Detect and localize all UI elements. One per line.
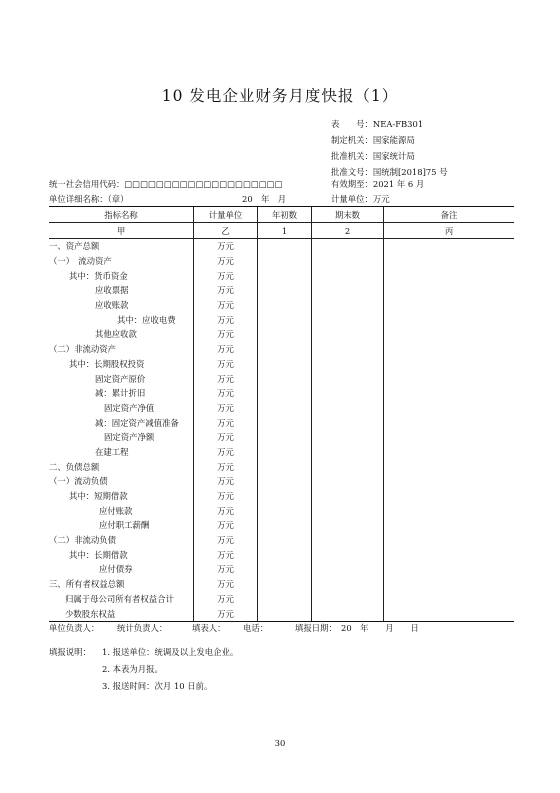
period-end-cell[interactable]	[312, 327, 384, 342]
table-row	[49, 268, 514, 283]
remarks-cell[interactable]	[384, 474, 514, 489]
indicator-name: 其中：长期股权投资	[49, 357, 194, 372]
stat-head-label: 统计负责人：	[117, 623, 168, 633]
year-start-cell[interactable]	[258, 503, 312, 518]
period-end-cell[interactable]	[312, 547, 384, 562]
indicator-name: （一） 流动资产	[49, 254, 194, 269]
period-end-cell[interactable]	[312, 386, 384, 401]
unit-measure: 计量单位：万元	[331, 194, 390, 204]
table-row	[49, 592, 514, 607]
meta-label: 批准机关：	[331, 151, 373, 161]
year-start-cell[interactable]	[258, 401, 312, 416]
period-end-cell[interactable]	[312, 371, 384, 386]
table-row	[49, 474, 514, 489]
table-row	[49, 239, 514, 254]
table-row	[49, 489, 514, 504]
unit-cell: 万元	[194, 357, 258, 372]
period-end-cell[interactable]	[312, 474, 384, 489]
table-row	[49, 342, 514, 357]
year-start-cell[interactable]	[258, 371, 312, 386]
indicator-name: 其中：应收电费	[49, 312, 194, 327]
year-start-cell[interactable]	[258, 547, 312, 562]
year-start-cell[interactable]	[258, 327, 312, 342]
year-start-cell[interactable]	[258, 357, 312, 372]
valid-until: 有效期至：2021 年 6 月	[331, 179, 425, 189]
indicator-name: 应付职工薪酬	[49, 518, 194, 533]
unit-cell: 万元	[194, 283, 258, 298]
table-row	[49, 254, 514, 269]
unit-cell: 万元	[194, 503, 258, 518]
indicator-name: （二）非流动资产	[49, 342, 194, 357]
unit-cell: 万元	[194, 445, 258, 460]
year-start-cell[interactable]	[258, 239, 312, 254]
table-row	[49, 312, 514, 327]
unit-cell: 万元	[194, 489, 258, 504]
period-end-cell[interactable]	[312, 254, 384, 269]
remarks-cell[interactable]	[384, 371, 514, 386]
table-row	[49, 533, 514, 548]
meta-row	[331, 116, 448, 132]
fill-date-label: 填报日期： 20 年 月 日	[295, 623, 419, 633]
header-indicator: 指标名称	[49, 207, 194, 222]
indicator-name: （一）流动负债	[49, 474, 194, 489]
year-start-cell[interactable]	[258, 518, 312, 533]
remarks-cell[interactable]	[384, 577, 514, 592]
indicator-name: 减：固定资产减值准备	[49, 415, 194, 430]
period-end-cell[interactable]	[312, 401, 384, 416]
year-start-cell[interactable]	[258, 430, 312, 445]
remarks-cell[interactable]	[384, 312, 514, 327]
table-row	[49, 503, 514, 518]
report-table	[49, 206, 514, 622]
unit-cell: 万元	[194, 518, 258, 533]
unit-name: 单位详细名称：（章）	[49, 194, 129, 204]
header-unit: 计量单位	[194, 207, 258, 222]
unit-cell: 万元	[194, 327, 258, 342]
table-row	[49, 606, 514, 621]
page-number: 30	[274, 738, 286, 748]
remarks-cell[interactable]	[384, 489, 514, 504]
unit-cell: 万元	[194, 547, 258, 562]
remarks-cell[interactable]	[384, 518, 514, 533]
unit-cell: 万元	[194, 592, 258, 607]
period-end-cell[interactable]	[312, 298, 384, 313]
table-row	[49, 357, 514, 372]
year-start-cell[interactable]	[258, 268, 312, 283]
report-title: 10 发电企业财务月度快报（1）	[161, 87, 399, 105]
period-end-cell[interactable]	[312, 459, 384, 474]
year-start-cell[interactable]	[258, 386, 312, 401]
indicator-name: 其中：短期借款	[49, 489, 194, 504]
indicator-name: 固定资产原价	[49, 371, 194, 386]
indicator-name: 三、所有者权益总额	[49, 577, 194, 592]
unit-cell: 万元	[194, 254, 258, 269]
remarks-cell[interactable]	[384, 386, 514, 401]
code-year-start: 1	[258, 223, 312, 238]
unit-cell: 万元	[194, 415, 258, 430]
meta-row	[331, 148, 448, 164]
indicator-name: 一、资产总额	[49, 239, 194, 254]
phone-label: 电话：	[243, 623, 269, 633]
remarks-cell[interactable]	[384, 547, 514, 562]
unit-cell: 万元	[194, 312, 258, 327]
indicator-name: 少数股东权益	[49, 606, 194, 621]
meta-value: 国家能源局	[372, 135, 415, 145]
unit-cell: 万元	[194, 268, 258, 283]
table-row	[49, 562, 514, 577]
period-end-cell[interactable]	[312, 342, 384, 357]
credit-code: 统一社会信用代码：□□□□□□□□□□□□□□□□□□□□	[49, 179, 283, 189]
indicator-name: （二）非流动负债	[49, 533, 194, 548]
meta-block	[331, 116, 448, 180]
indicator-name: 减：累计折旧	[49, 386, 194, 401]
unit-cell: 万元	[194, 430, 258, 445]
indicator-name: 应收票据	[49, 283, 194, 298]
table-row	[49, 445, 514, 460]
meta-value: 国统制[2018]75 号	[372, 167, 448, 177]
remarks-cell[interactable]	[384, 562, 514, 577]
meta-label: 批准文号：	[331, 167, 373, 177]
remarks-cell[interactable]	[384, 239, 514, 254]
table-code-row	[49, 223, 514, 239]
indicator-name: 固定资产净值	[49, 401, 194, 416]
period-end-cell[interactable]	[312, 577, 384, 592]
code-indicator: 甲	[49, 223, 194, 238]
indicator-name: 其他应收款	[49, 327, 194, 342]
indicator-name: 其中：货币资金	[49, 268, 194, 283]
meta-label: 制定机关：	[331, 135, 373, 145]
unit-cell: 万元	[194, 533, 258, 548]
remarks-cell[interactable]	[384, 342, 514, 357]
period-end-cell[interactable]	[312, 430, 384, 445]
unit-cell: 万元	[194, 474, 258, 489]
period-end-cell[interactable]	[312, 268, 384, 283]
unit-cell: 万元	[194, 298, 258, 313]
year-start-cell[interactable]	[258, 254, 312, 269]
period-end-cell[interactable]	[312, 357, 384, 372]
unit-cell: 万元	[194, 459, 258, 474]
period-end-cell[interactable]	[312, 518, 384, 533]
remarks-cell[interactable]	[384, 327, 514, 342]
code-remarks: 丙	[444, 225, 454, 236]
year-start-cell[interactable]	[258, 606, 312, 621]
table-row	[49, 518, 514, 533]
year-start-cell[interactable]	[258, 445, 312, 460]
filler-label: 填表人：	[192, 623, 226, 633]
period-end-cell[interactable]	[312, 606, 384, 621]
code-period-end: 2	[312, 223, 384, 238]
period-end-cell[interactable]	[312, 312, 384, 327]
unit-cell: 万元	[194, 371, 258, 386]
remarks-cell[interactable]	[384, 430, 514, 445]
unit-head-label: 单位负责人：	[49, 623, 100, 633]
code-unit: 乙	[194, 223, 258, 238]
meta-value: 国家统计局	[372, 151, 415, 161]
report-period: 20 年 月	[242, 194, 287, 204]
year-start-cell[interactable]	[258, 489, 312, 504]
table-body	[49, 239, 514, 621]
table-row	[49, 327, 514, 342]
remarks-cell[interactable]	[384, 283, 514, 298]
year-start-cell[interactable]	[258, 592, 312, 607]
period-end-cell[interactable]	[312, 562, 384, 577]
remarks-cell[interactable]	[384, 298, 514, 313]
year-start-cell[interactable]	[258, 562, 312, 577]
unit-cell: 万元	[194, 577, 258, 592]
period-end-cell[interactable]	[312, 489, 384, 504]
remarks-cell[interactable]	[384, 401, 514, 416]
header-period-end: 期末数	[312, 207, 384, 222]
meta-label: 表 号：	[331, 119, 373, 129]
remarks-cell[interactable]	[384, 254, 514, 269]
indicator-name: 在建工程	[49, 445, 194, 460]
notes-label: 填报说明：	[49, 647, 91, 657]
indicator-name: 应付账款	[49, 503, 194, 518]
year-start-cell[interactable]	[258, 312, 312, 327]
indicator-name: 其中：长期借款	[49, 547, 194, 562]
meta-row	[331, 132, 448, 148]
table-row	[49, 386, 514, 401]
indicator-name: 应付债券	[49, 562, 194, 577]
year-start-cell[interactable]	[258, 577, 312, 592]
period-end-cell[interactable]	[312, 592, 384, 607]
table-row	[49, 371, 514, 386]
year-start-cell[interactable]	[258, 459, 312, 474]
note-item: 3. 报送时间：次月 10 日前。	[102, 681, 213, 691]
note-item: 2. 本表为月报。	[102, 664, 163, 674]
period-end-cell[interactable]	[312, 445, 384, 460]
unit-cell: 万元	[194, 562, 258, 577]
period-end-cell[interactable]	[312, 503, 384, 518]
indicator-name: 应收账款	[49, 298, 194, 313]
unit-cell: 万元	[194, 342, 258, 357]
remarks-cell[interactable]	[384, 357, 514, 372]
note-item: 1. 报送单位：统调及以上发电企业。	[102, 647, 239, 657]
period-end-cell[interactable]	[312, 239, 384, 254]
indicator-name: 固定资产净额	[49, 430, 194, 445]
remarks-cell[interactable]	[384, 268, 514, 283]
period-end-cell[interactable]	[312, 283, 384, 298]
year-start-cell[interactable]	[258, 474, 312, 489]
table-row	[49, 283, 514, 298]
unit-cell: 万元	[194, 401, 258, 416]
table-row	[49, 415, 514, 430]
remarks-cell[interactable]	[384, 592, 514, 607]
header-remarks: 备注	[440, 209, 458, 220]
year-start-cell[interactable]	[258, 283, 312, 298]
period-end-cell[interactable]	[312, 415, 384, 430]
year-start-cell[interactable]	[258, 415, 312, 430]
table-header-row	[49, 207, 514, 223]
header-year-start: 年初数	[258, 207, 312, 222]
meta-value: NEA-FB301	[372, 119, 424, 129]
remarks-cell[interactable]	[384, 606, 514, 621]
table-row	[49, 298, 514, 313]
remarks-cell[interactable]	[384, 445, 514, 460]
remarks-cell[interactable]	[384, 415, 514, 430]
remarks-cell[interactable]	[384, 503, 514, 518]
year-start-cell[interactable]	[258, 298, 312, 313]
table-row	[49, 430, 514, 445]
unit-cell: 万元	[194, 239, 258, 254]
table-row	[49, 401, 514, 416]
year-start-cell[interactable]	[258, 342, 312, 357]
unit-cell: 万元	[194, 606, 258, 621]
table-row	[49, 547, 514, 562]
unit-cell: 万元	[194, 386, 258, 401]
table-row	[49, 459, 514, 474]
remarks-cell[interactable]	[384, 459, 514, 474]
indicator-name: 二、负债总额	[49, 459, 194, 474]
remarks-cell[interactable]	[384, 533, 514, 548]
year-start-cell[interactable]	[258, 533, 312, 548]
period-end-cell[interactable]	[312, 533, 384, 548]
indicator-name: 归属于母公司所有者权益合计	[49, 592, 194, 607]
table-row	[49, 577, 514, 592]
